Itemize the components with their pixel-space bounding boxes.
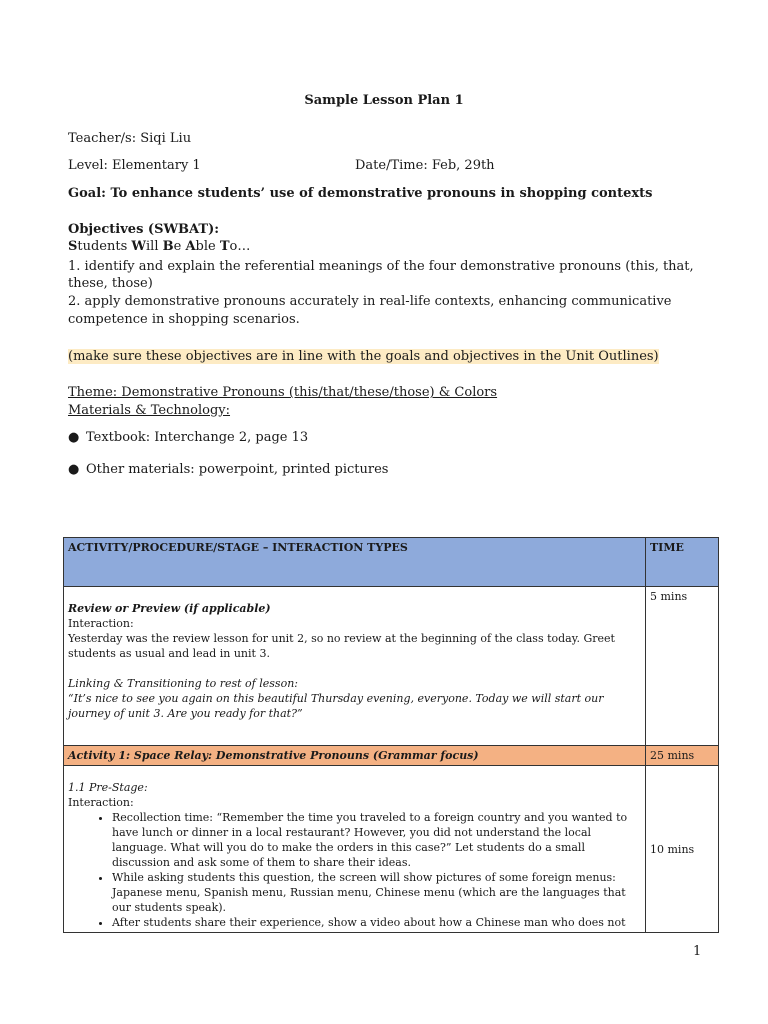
goal-line: Goal: To enhance students’ use of demonstrative pronouns in shopping contexts (68, 186, 653, 201)
prestage-time: 10 mins (646, 766, 719, 933)
level-line: Level: Elementary 1 (68, 158, 201, 173)
list-item: • While asking students this question, the screen will show pictures of some foreign menus: Japanese menu, Spanish menu, Russian menu, Chinese menu (which are the languages that our students speak). (112, 870, 641, 915)
materials-heading: Materials & Technology: (68, 403, 231, 418)
bullet-icon: ● (68, 430, 80, 445)
objective-1-line-2: these, those) (68, 276, 153, 291)
objectives-heading: Objectives (SWBAT): (68, 222, 220, 237)
objective-2-line-2: competence in shopping scenarios. (68, 312, 300, 327)
list-item: • Recollection time: “Remember the time you traveled to a foreign country and you wanted to have lunch or dinner in a local restaurant? However, you did not understand the local language. What will you do to make the orders in this case?” Let students do a small discussion and ask some of them to share their ideas. (112, 810, 641, 870)
table-row (64, 587, 719, 746)
swbat-line: Students Will Be Able To… (68, 239, 251, 254)
header-time: TIME (646, 538, 719, 587)
materials-item: ● Textbook: Interchange 2, page 13 (68, 430, 309, 445)
lesson-plan-table (63, 537, 719, 933)
table-row (64, 746, 719, 766)
list-item: • After students share their experience, show a video about how a Chinese man who does not (112, 915, 641, 930)
alignment-note: (make sure these objectives are in line with the goals and objectives in the Unit Outlines) (68, 349, 659, 364)
review-cell: Review or Preview (if applicable) Interaction: Yesterday was the review lesson for unit 2, so no review at the beginning of the class today. Greet students as usual and lead in unit 3. Linking & Transitioning to rest of lesson: “It’s nice to see you again on this beautiful Thursday evening, everyone. Today we will start our journey of unit 3. Are you ready for that?” (64, 587, 646, 746)
header-activity: ACTIVITY/PROCEDURE/STAGE – INTERACTION TYPES (64, 538, 646, 587)
page-number: 1 (693, 944, 702, 959)
theme-line: Theme: Demonstrative Pronouns (this/that/these/those) & Colors (68, 385, 498, 400)
review-time: 5 mins (646, 587, 719, 746)
objective-1-line-1: 1. identify and explain the referential meanings of the four demonstrative pronouns (this, that, (68, 259, 694, 274)
table-header-row (64, 538, 719, 587)
document-title: Sample Lesson Plan 1 (304, 93, 464, 108)
activity1-time: 25 mins (646, 746, 719, 766)
teacher-line: Teacher/s: Siqi Liu (68, 131, 192, 146)
bullet-icon: ● (68, 462, 80, 477)
prestage-bullets (68, 810, 641, 930)
date-time-line: Date/Time: Feb, 29th (355, 158, 495, 173)
materials-item: ● Other materials: powerpoint, printed pictures (68, 462, 389, 477)
objective-2-line-1: 2. apply demonstrative pronouns accurately in real-life contexts, enhancing communicative (68, 294, 672, 309)
activity1-heading: Activity 1: Space Relay: Demonstrative Pronouns (Grammar focus) (64, 746, 646, 766)
prestage-cell: 1.1 Pre-Stage: Interaction: • Recollection time: “Remember the time you traveled to a foreign country and you wanted to have lunch or dinner in a local restaurant? However, you did not understand the local language. What will you do to make the orders in this case?” Let students do a small discussion and ask some of them to share their ideas. • While asking students this question, the screen will show pictures of some foreign menus: Japanese menu, Spanish menu, Russian menu, Chinese menu (which are the languages that our students speak). • After students share their experience, show a video about how a Chinese man who does not (64, 766, 646, 933)
table-row (64, 766, 719, 933)
